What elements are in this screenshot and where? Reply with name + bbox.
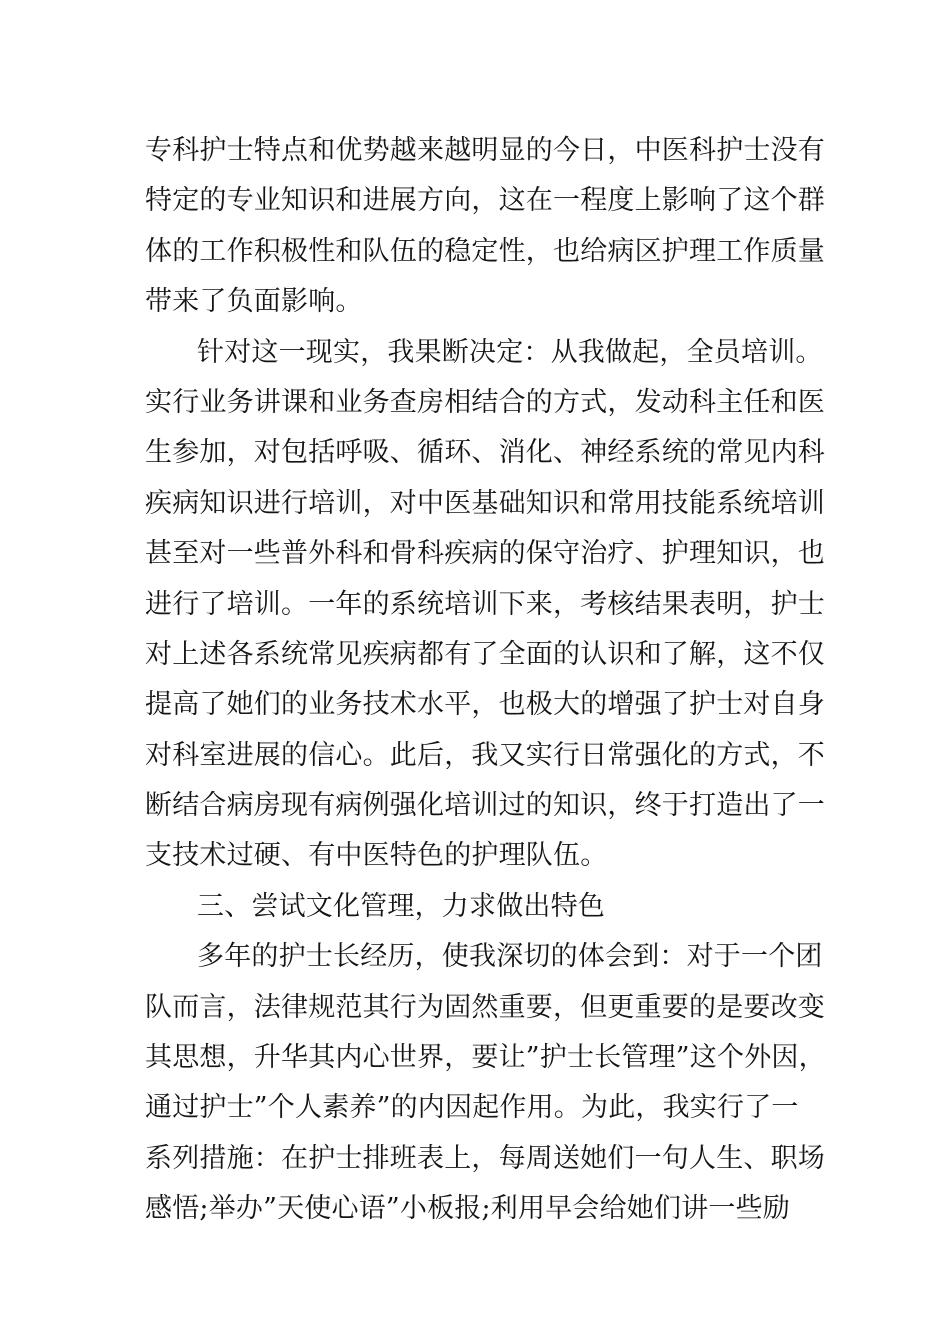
text-line: 生参加，对包括呼吸、循环、消化、神经系统的常见内科 (145, 437, 825, 469)
text-line: 特定的专业知识和进展方向，这在一程度上影响了这个群 (145, 185, 825, 217)
text-line: 通过护士”个人素养”的内因起作用。为此，我实行了一 (145, 1092, 799, 1124)
text-line: 体的工作积极性和队伍的稳定性，也给病区护理工作质量 (145, 235, 825, 267)
text-line: 对上述各系统常见疾病都有了全面的认识和了解，这不仅 (145, 638, 825, 670)
body-text (145, 126, 826, 1235)
text-line: 队而言，法律规范其行为固然重要，但更重要的是要改变 (145, 991, 825, 1023)
text-line: 断结合病房现有病例强化培训过的知识，终于打造出了一 (145, 790, 825, 822)
text-line: 系列措施：在护士排班表上，每周送她们一句人生、职场 (145, 1142, 825, 1174)
text-line: 带来了负面影响。 (145, 286, 363, 318)
text-line: 对科室进展的信心。此后，我又实行日常强化的方式，不 (145, 739, 825, 771)
section-heading: 三、尝试文化管理，力求做出特色 (197, 890, 605, 922)
text-line: 疾病知识进行培训，对中医基础知识和常用技能系统培训 (145, 487, 825, 519)
text-line: 提高了她们的业务技术水平，也极大的增强了护士对自身 (145, 689, 825, 721)
text-line: 甚至对一些普外科和骨科疾病的保守治疗、护理知识，也 (145, 538, 825, 570)
paragraph-first-line: 多年的护士长经历，使我深切的体会到：对于一个团 (197, 941, 823, 973)
text-line: 其思想，升华其内心世界，要让”护士长管理”这个外因， (145, 1042, 826, 1074)
text-line: 支技术过硬、有中医特色的护理队伍。 (145, 840, 608, 872)
text-line: 进行了培训。一年的系统培训下来，考核结果表明，护士 (145, 588, 825, 620)
text-line: 感悟;举办”天使心语”小板报;利用早会给她们讲一些励 (145, 1193, 790, 1225)
text-line: 专科护士特点和优势越来越明显的今日，中医科护士没有 (145, 135, 825, 166)
paragraph-first-line: 针对这一现实，我果断决定：从我做起，全员培训。 (197, 336, 823, 368)
text-line: 实行业务讲课和业务查房相结合的方式，发动科主任和医 (145, 386, 825, 418)
